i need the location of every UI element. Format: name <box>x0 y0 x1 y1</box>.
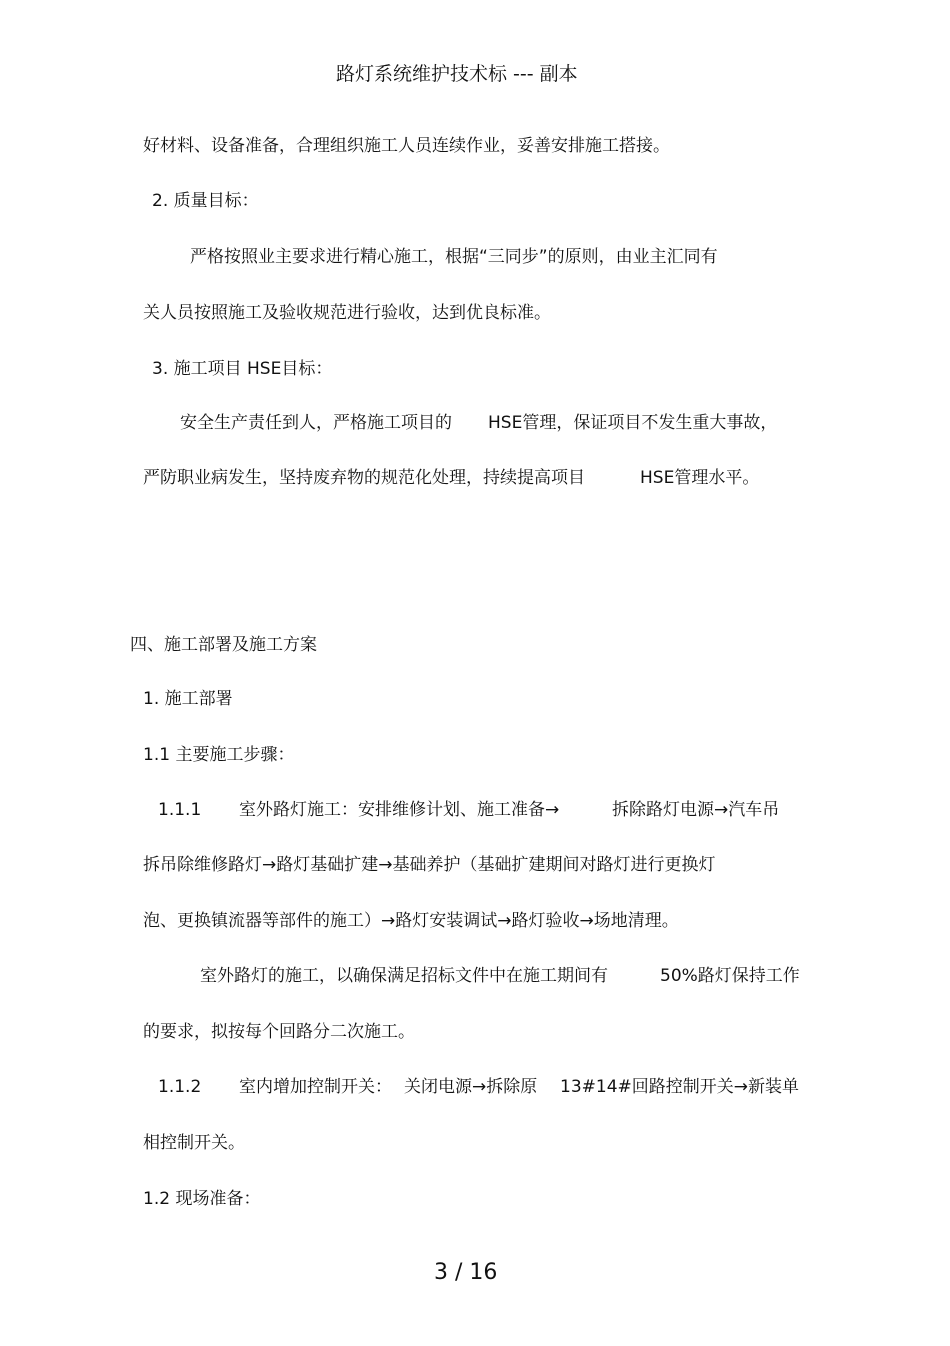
paragraph-line: 50%路灯保持工作 <box>660 966 800 986</box>
page-number: 3 / 16 <box>434 1260 498 1285</box>
paragraph-line: 严格按照业主要求进行精心施工，根据“三同步”的原则，由业主汇同有 <box>190 247 718 267</box>
subsection-heading: 1.1 主要施工步骤： <box>143 745 295 765</box>
paragraph-line: 的要求，拟按每个回路分二次施工。 <box>143 1022 415 1042</box>
item-number: 1.1.2 <box>158 1077 202 1097</box>
section-heading: 四、施工部署及施工方案 <box>130 635 317 655</box>
paragraph-line: 拆除路灯电源→汽车吊 <box>612 800 780 820</box>
paragraph-line: 室外路灯的施工，以确保满足招标文件中在施工期间有 <box>200 966 608 986</box>
paragraph-line: 安全生产责任到人，严格施工项目的 <box>180 413 452 433</box>
hse-heading: 3. 施工项目 HSE目标： <box>152 359 333 379</box>
subsection-heading: 1.2 现场准备： <box>143 1189 261 1209</box>
paragraph-line: 拆吊除维修路灯→路灯基础扩建→基础养护（基础扩建期间对路灯进行更换灯 <box>143 855 716 875</box>
subsection-heading: 1. 施工部署 <box>143 689 233 709</box>
paragraph-line: HSE管理水平。 <box>640 468 760 488</box>
paragraph-line: 室内增加控制开关： <box>239 1077 392 1097</box>
paragraph-line: 好材料、设备准备，合理组织施工人员连续作业，妥善安排施工搭接。 <box>143 136 670 156</box>
paragraph-line: 13#14#回路控制开关→新装单 <box>560 1077 799 1097</box>
paragraph-line: 关闭电源→拆除原 <box>404 1077 538 1097</box>
paragraph-line: HSE管理，保证项目不发生重大事故， <box>488 413 778 433</box>
page-header-title: 路灯系统维护技术标 --- 副本 <box>336 63 578 85</box>
quality-heading: 2. 质量目标： <box>152 191 259 211</box>
paragraph-line: 相控制开关。 <box>143 1133 245 1153</box>
paragraph-line: 关人员按照施工及验收规范进行验收，达到优良标准。 <box>143 303 551 323</box>
paragraph-line: 室外路灯施工：安排维修计划、施工准备→ <box>239 800 560 820</box>
paragraph-line: 严防职业病发生，坚持废弃物的规范化处理，持续提高项目 <box>143 468 585 488</box>
paragraph-line: 泡、更换镇流器等部件的施工）→路灯安装调试→路灯验收→场地清理。 <box>143 911 679 931</box>
item-number: 1.1.1 <box>158 800 202 820</box>
